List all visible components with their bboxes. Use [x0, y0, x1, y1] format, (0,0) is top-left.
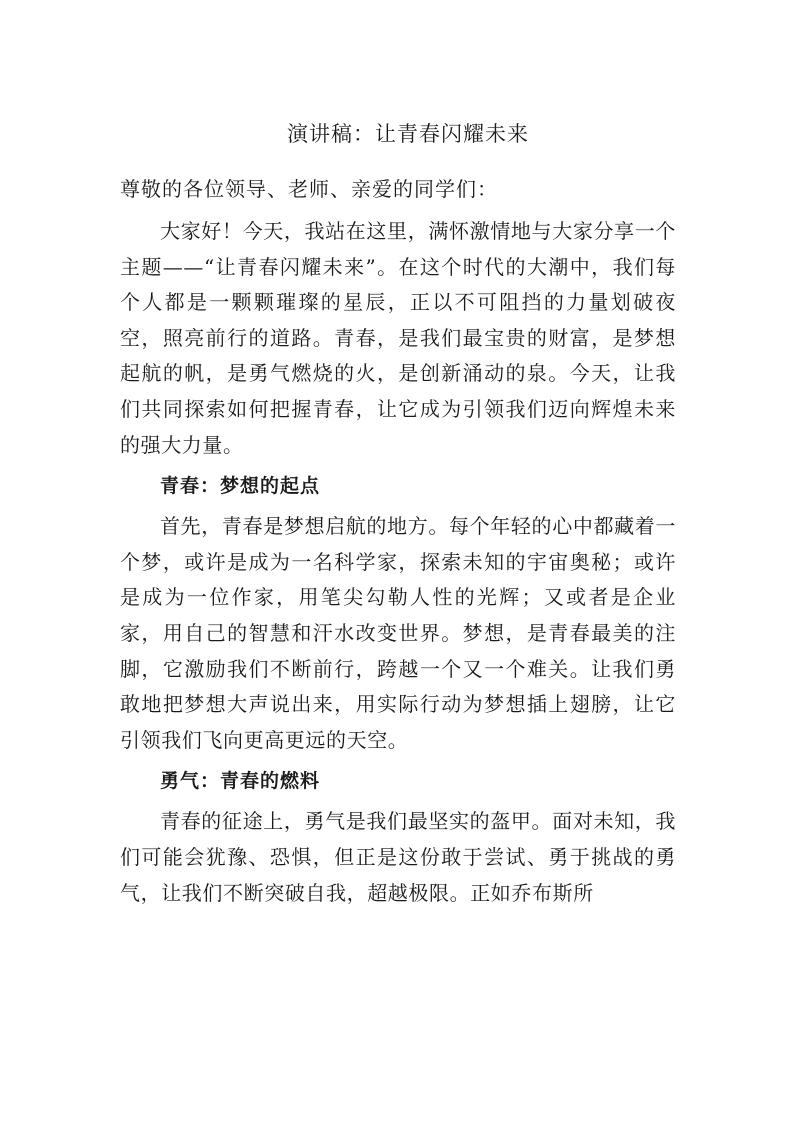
- section-courage: [120, 758, 676, 911]
- section-heading-dream: 青春：梦想的起点: [160, 475, 321, 498]
- section-heading-courage: 勇气：青春的燃料: [160, 770, 321, 793]
- document-title: 演讲稿：让青春闪耀未来: [287, 122, 529, 146]
- salutation: 尊敬的各位领导、老师、亲爱的同学们：: [120, 177, 498, 201]
- intro-paragraph: 大家好！今天，我站在这里，满怀激情地与大家分享一个主题——“让青春闪耀未来”。在这个时代的大潮中，我们每个人都是一颗颗璀璨的星辰，正以不可阻挡的力量划破夜空，照亮前行的道路。青春，是我们最宝贵的财富，是梦想起航的帆，是勇气燃烧的火，是创新涌动的泉。今天，让我们共同探索如何把握青春，让它成为引领我们迈向辉煌未来的强大力量。: [120, 219, 676, 457]
- section-dream: [120, 463, 676, 758]
- section-body-dream: 首先，青春是梦想启航的地方。每个年轻的心中都藏着一个梦，或许是成为一名科学家，探索未知的宇宙奥秘；或许是成为一位作家，用笔尖勾勒人性的光辉；又或者是企业家，用自己的智慧和汗水改变世界。梦想，是青春最美的注脚，它激励我们不断前行，跨越一个又一个难关。让我们勇敢地把梦想大声说出来，用实际行动为梦想插上翅膀，让它引领我们飞向更高更远的天空。: [120, 514, 676, 752]
- section-body-courage: 青春的征途上，勇气是我们最坚实的盔甲。面对未知，我们可能会犹豫、恐惧，但正是这份敢于尝试、勇于挑战的勇气，让我们不断突破自我，超越极限。正如乔布斯所: [120, 809, 676, 905]
- document-content: [120, 112, 676, 911]
